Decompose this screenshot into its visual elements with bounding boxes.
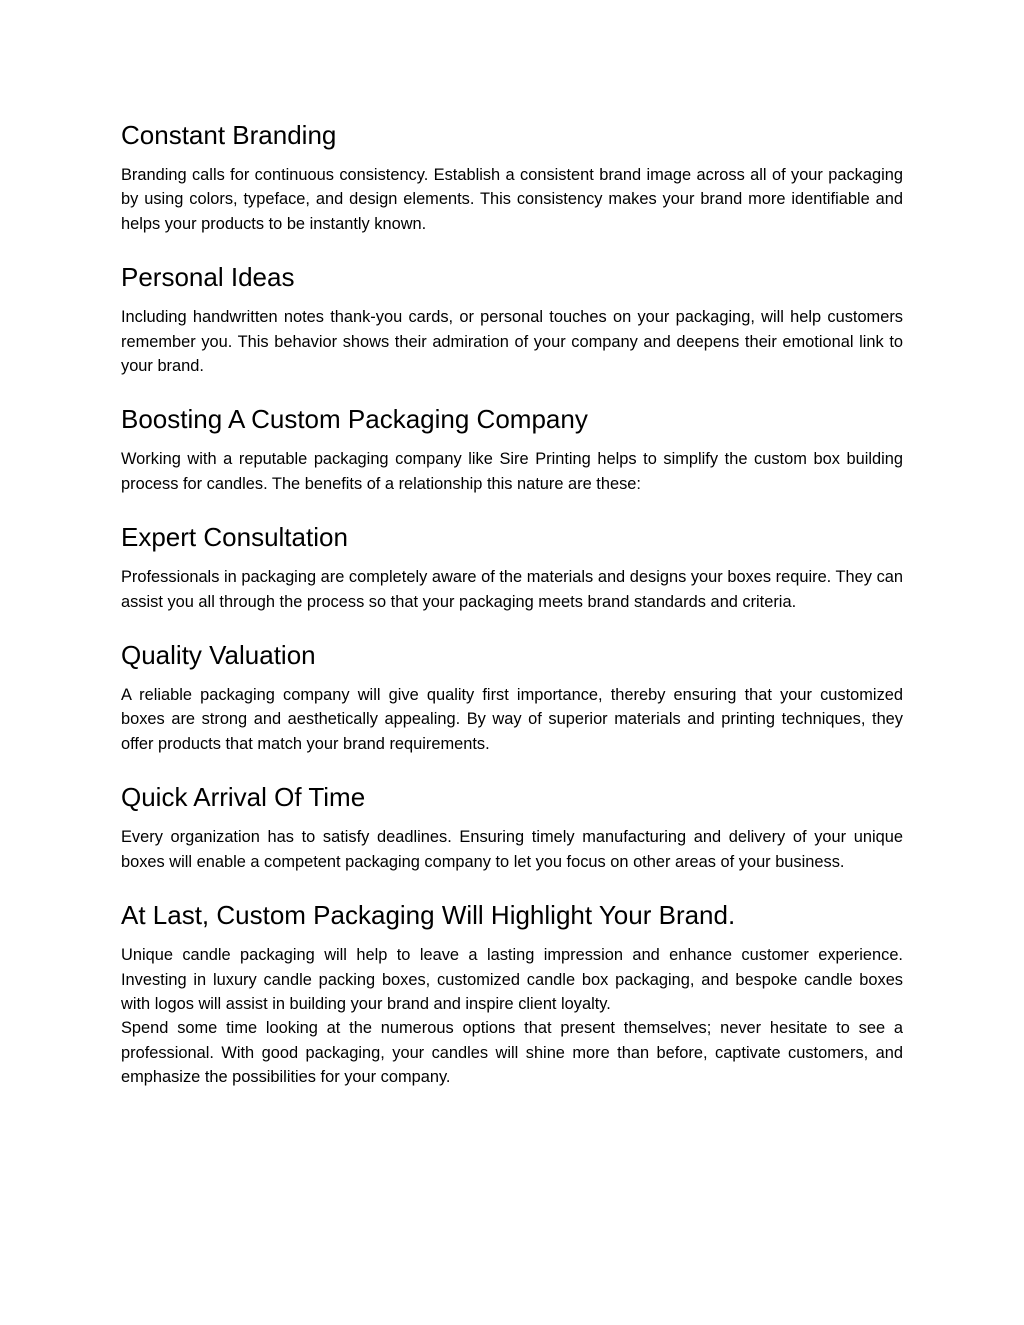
section-paragraph: Working with a reputable packaging company like Sire Printing helps to simplify the custom box building process for candles. The benefits of a relationship this nature are these: (121, 450, 903, 493)
section-expert-consultation (121, 520, 903, 614)
section-quality-valuation (121, 638, 903, 756)
section-heading: Quick Arrival Of Time (121, 782, 366, 813)
section-constant-branding (121, 118, 903, 236)
section-quick-arrival (121, 780, 903, 874)
section-paragraph: Unique candle packaging will help to leave a lasting impression and enhance customer experience. Investing in luxury candle packing boxes, customized candle box packaging, and bespoke candle boxes with logos will assist in building your brand and inspire client loyalty. (121, 946, 903, 1013)
section-at-last (121, 898, 903, 1089)
section-heading: Constant Branding (121, 120, 337, 150)
section-paragraph: Professionals in packaging are completely aware of the materials and designs your boxes require. They can assist you all through the process so that your packaging meets brand standards and criteria. (121, 568, 903, 611)
section-heading: Quality Valuation (121, 640, 316, 671)
section-paragraph: Branding calls for continuous consistency. Establish a consistent brand image across all of your packaging by using colors, typeface, and design elements. This consistency makes your brand more identifiable and helps your products to be instantly known. (121, 166, 903, 233)
section-heading: Personal Ideas (121, 262, 295, 293)
section-heading: At Last, Custom Packaging Will Highlight Your Brand. (121, 900, 736, 931)
section-paragraph: Including handwritten notes thank-you cards, or personal touches on your packaging, will help customers remember you. This behavior shows their admiration of your company and deepens their emotional link to your brand. (121, 308, 903, 376)
section-paragraph: A reliable packaging company will give quality first importance, thereby ensuring that your customized boxes are strong and aesthetically appealing. By way of superior materials and printing techniques, they offer products that match your brand requirements. (121, 686, 903, 753)
section-heading: Boosting A Custom Packaging Company (121, 404, 588, 435)
document-page (121, 118, 903, 1090)
section-paragraph: Every organization has to satisfy deadlines. Ensuring timely manufacturing and delivery of your unique boxes will enable a competent packaging company to let you focus on other areas of your business. (121, 828, 903, 871)
section-paragraph: Spend some time looking at the numerous options that present themselves; never hesitate to see a professional. With good packaging, your candles will shine more than before, captivate customers, and emphasize the possibilities for your company. (121, 1019, 903, 1087)
section-personal-ideas (121, 260, 903, 378)
section-heading: Expert Consultation (121, 522, 348, 553)
section-boosting-packaging-company (121, 402, 903, 496)
